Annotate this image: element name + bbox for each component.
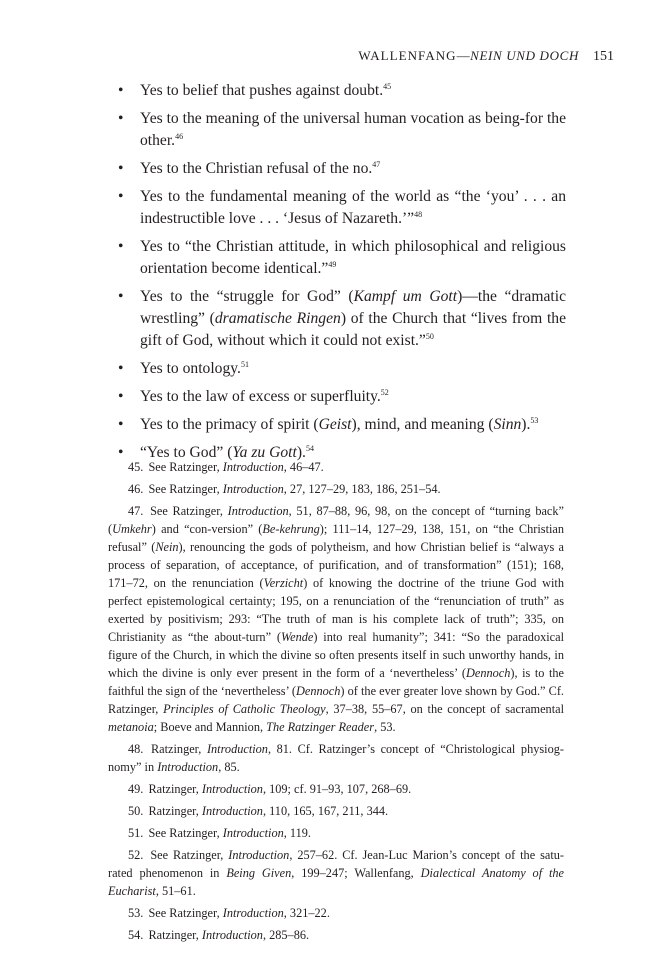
footnote-number: 51.	[128, 826, 144, 840]
text-run: Yes to the fundamental meaning of the world as “the ‘you’ . . . an indestructible love . . . ‘Jesus of Nazareth.’”	[140, 188, 566, 227]
bullet-item	[116, 236, 566, 280]
footnote-number: 46.	[128, 482, 144, 496]
italic-text: dramatische Ringen	[214, 310, 341, 327]
text-run: Yes to the primacy of spirit (	[140, 416, 319, 433]
text-run: Yes to the law of excess or superfluity.	[140, 388, 381, 405]
italic-text: Introduction	[222, 826, 284, 840]
footnote-ref: 50	[425, 332, 434, 341]
footnote-ref: 47	[372, 160, 381, 169]
footnote	[108, 824, 564, 842]
italic-text: Wende	[281, 630, 314, 644]
text-run: , 109; cf. 91–93, 107, 268–69.	[262, 782, 412, 796]
italic-text: Verzicht	[263, 576, 304, 590]
text-run: ) of knowing the doctrine of the triune God with perfect epistemological certainty; 195, on a renunciation of the “renunciation of truth” as exerted by positivism; 293: “The truth of man is his complete lack of truth”; 335, on Christianity as “the about-turn” (	[108, 576, 564, 644]
text-run: See Ratzinger,	[150, 504, 228, 518]
text-run: ) and “con-version” (	[151, 522, 263, 536]
text-run: See Ratzinger,	[148, 482, 223, 496]
italic-text: Geist	[318, 416, 352, 433]
footnote	[108, 926, 564, 944]
text-run: , 46–47.	[283, 460, 324, 474]
footnote-number: 48.	[128, 742, 144, 756]
italic-text: Dennoch	[466, 666, 511, 680]
footnote-number: 49.	[128, 782, 144, 796]
footnote	[108, 480, 564, 498]
italic-text: Kampf um Gott	[353, 288, 458, 305]
bullet-item	[116, 80, 566, 102]
italic-text: Ya zu Gott	[232, 444, 297, 461]
text-run: Yes to ontology.	[140, 360, 241, 377]
italic-text: Introduction	[201, 782, 263, 796]
footnote-ref: 54	[305, 444, 314, 453]
text-run: , 51–61.	[155, 884, 196, 898]
italic-text: Introduction	[206, 742, 268, 756]
text-run: , 37–38, 55–67, on the concept of sacramental	[325, 702, 564, 716]
text-run: “Yes to God” (	[140, 444, 233, 461]
text-run: See Ratzinger,	[148, 906, 223, 920]
text-run: , 257–62. Cf. Jean-Luc Marion’s concept of the saturated phenomenon in	[108, 848, 565, 880]
bullet-item	[116, 358, 566, 380]
footnote-ref: 53	[530, 416, 539, 425]
text-run: ) of the ever greater love shown by God.” Cf. Ratzinger,	[108, 684, 564, 716]
running-head-author: WALLENFANG	[358, 48, 457, 63]
italic-text: Sinn	[493, 416, 522, 433]
footnote-number: 52.	[128, 848, 144, 862]
text-run: ).	[296, 444, 306, 461]
text-run: Ratzinger,	[148, 782, 202, 796]
footnote-ref: 48	[414, 210, 423, 219]
italic-text: Introduction	[201, 804, 263, 818]
bullet-item	[116, 286, 566, 352]
italic-text: Introduction	[157, 760, 219, 774]
text-run: ; Boeve and Mannion,	[153, 720, 267, 734]
italic-text: Introduction	[222, 482, 284, 496]
text-run: ), renouncing the gods of polytheism, and how Christian belief is “always a process of separation, of acceptance, of purification, and of transformation” (151); 168, 171–72, on the renunciation (	[108, 540, 564, 590]
footnote	[108, 802, 564, 820]
italic-text: Dennoch	[296, 684, 341, 698]
footnote-ref: 46	[175, 132, 184, 141]
italic-text: Introduction	[222, 906, 284, 920]
bullet-item	[116, 158, 566, 180]
italic-text: Principles of Catholic Theology	[163, 702, 326, 716]
text-run: Ratzinger,	[148, 804, 202, 818]
text-run: Yes to the meaning of the universal human vocation as being-for the other.	[140, 110, 566, 149]
text-run: , 51, 87–88, 96, 98, on the concept of “turning back” (	[108, 504, 565, 536]
text-run: Ratzinger,	[148, 928, 202, 942]
footnote-ref: 51	[240, 360, 249, 369]
running-head-separator: —	[456, 48, 471, 63]
text-run: ), is to the faithful the sign of the ‘nevertheless’ (	[108, 666, 564, 698]
footnote-number: 47.	[128, 504, 144, 518]
page-number: 151	[593, 49, 614, 64]
italic-text: metanoia	[108, 720, 154, 734]
italic-text: Introduction	[201, 928, 263, 942]
italic-text: Introduction	[227, 504, 289, 518]
italic-text: Introduction	[228, 848, 290, 862]
text-run: ), mind, and meaning (	[351, 416, 494, 433]
text-run: ); 111–14, 127–29, 138, 151, on “the Christian refusal” (	[108, 522, 565, 554]
text-run: , 81. Cf. Ratzinger’s concept of “Christological physiognomy” in	[108, 742, 564, 774]
footnote-number: 50.	[128, 804, 144, 818]
italic-text: Introduction	[222, 460, 284, 474]
footnote	[108, 740, 564, 776]
bullet-item	[116, 414, 566, 436]
footnote-ref: 52	[380, 388, 389, 397]
text-run: Yes to “the Christian attitude, in which philosophical and religious orientation become identical.”	[140, 238, 566, 277]
text-run: Yes to belief that pushes against doubt.	[140, 82, 384, 99]
italic-text: Nein	[155, 540, 179, 554]
bullet-list	[116, 80, 566, 470]
italic-text: Umkehr	[112, 522, 152, 536]
running-head-subtitle: NEIN UND DOCH	[470, 48, 579, 63]
text-run: , 285–86.	[262, 928, 310, 942]
footnote	[108, 846, 564, 900]
text-run: , 119.	[283, 826, 311, 840]
italic-text: Dialectical Anatomy of the Eucharist	[108, 866, 565, 898]
text-run: Ratzinger,	[150, 742, 207, 756]
bullet-item	[116, 186, 566, 230]
footnote-number: 45.	[128, 460, 144, 474]
footnotes	[108, 458, 564, 948]
text-run: ).	[521, 416, 531, 433]
italic-text: The Ratzinger Reader	[266, 720, 375, 734]
bullet-item	[116, 386, 566, 408]
text-run: Yes to the “struggle for God” (	[140, 288, 354, 305]
footnote	[108, 904, 564, 922]
footnote	[108, 458, 564, 476]
footnote	[108, 780, 564, 798]
footnote-ref: 45	[383, 82, 392, 91]
text-run: Yes to the Christian refusal of the no.	[140, 160, 373, 177]
text-run: , 27, 127–29, 183, 186, 251–54.	[283, 482, 441, 496]
footnote	[108, 502, 564, 736]
footnote-number: 54.	[128, 928, 144, 942]
text-run: ) of the Church that “lives from the gift of God, without which it could not exist.”	[140, 310, 566, 349]
text-run: , 321–22.	[283, 906, 330, 920]
text-run: See Ratzinger,	[148, 460, 223, 474]
text-run: , 110, 165, 167, 211, 344.	[262, 804, 389, 818]
text-run: See Ratzinger,	[150, 848, 229, 862]
text-run: , 53.	[374, 720, 396, 734]
running-head	[358, 48, 614, 65]
italic-text: Be-kehrung	[262, 522, 320, 536]
footnote-number: 53.	[128, 906, 144, 920]
text-run: , 199–247; Wallenfang,	[291, 866, 421, 880]
bullet-item	[116, 108, 566, 152]
text-run: See Ratzinger,	[148, 826, 223, 840]
footnote-ref: 49	[328, 260, 337, 269]
text-run: ) into real humanity”; 341: “So the paradoxical figure of the Church, in which the divine so often presents itself in such unworthy hands, in which the divine is only ever present in the form of a ‘nevertheless’ (	[108, 630, 564, 680]
text-run: )—the “dramatic wrestling” (	[140, 288, 566, 327]
italic-text: Being Given	[226, 866, 292, 880]
text-run: , 85.	[218, 760, 240, 774]
